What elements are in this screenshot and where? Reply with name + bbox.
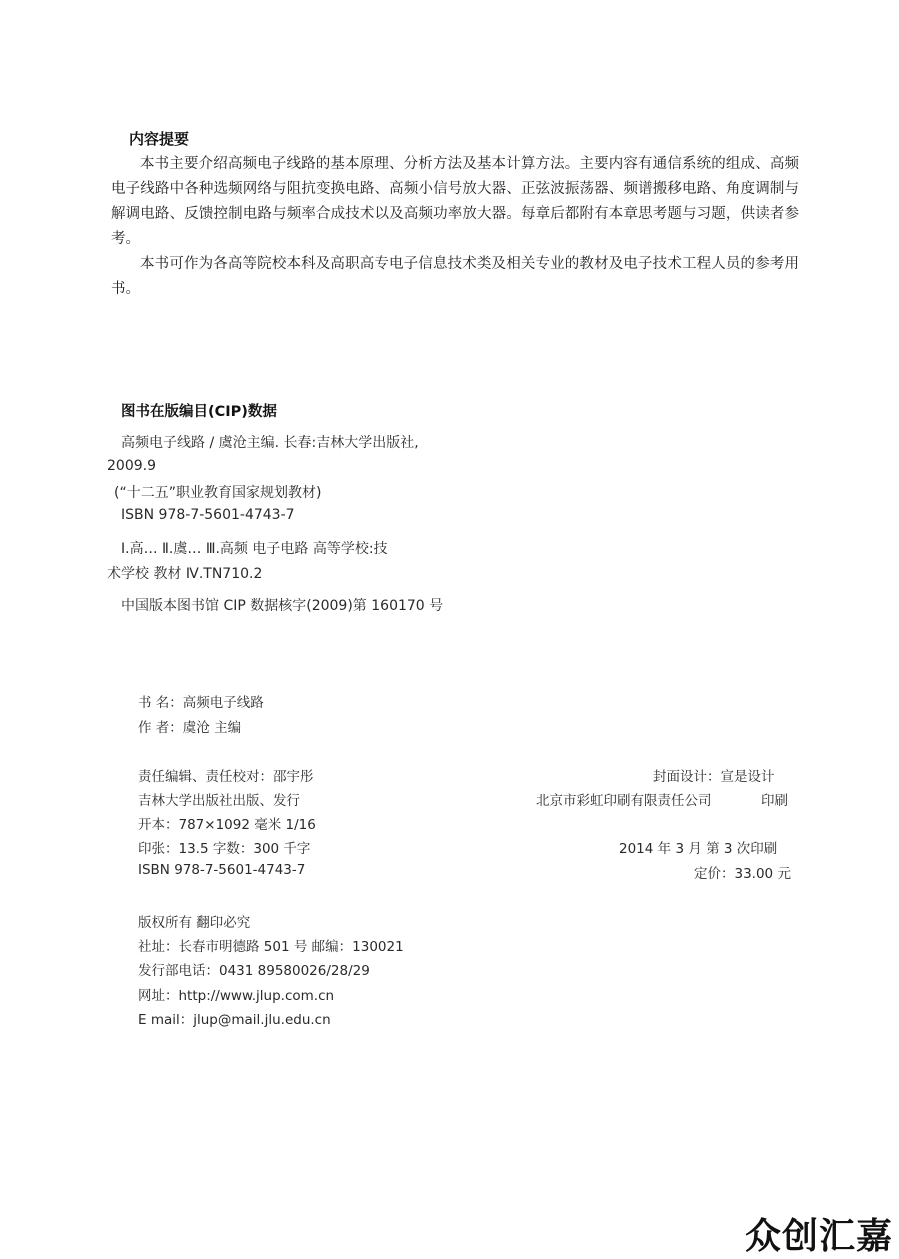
cip-line-2: 2009.9 [107,458,156,474]
website-info: 网址：http://www.jlup.com.cn [138,988,335,1004]
printer-name: 北京市彩虹印刷有限责任公司 [536,793,712,809]
cip-line-3: (“十二五”职业教育国家规划教材) [114,485,322,501]
address-info: 社址：长春市明德路 501 号 邮编：130021 [138,939,404,955]
print-date: 2014 年 3 月 第 3 次印刷 [619,841,778,857]
cover-design: 封面设计：宣是设计 [653,769,775,785]
cip-line-4: ISBN 978-7-5601-4743-7 [121,507,295,523]
watermark-logo: 众创汇嘉 [745,1216,894,1257]
sheets-info: 印张：13.5 字数：300 千字 [138,841,311,857]
summary-body [111,152,799,302]
summary-paragraph-2: 本书可作为各高等院校本科及高职高专电子信息技术类及相关专业的教材及电子技术工程人员的参考用书。 [111,256,799,297]
publisher-info: 吉林大学出版社出版、发行 [138,793,300,809]
editor-info: 责任编辑、责任校对：邵宇彤 [138,769,314,785]
isbn-info: ISBN 978-7-5601-4743-7 [138,862,306,878]
print-label: 印刷 [761,793,788,809]
cip-line-5: Ⅰ.高… Ⅱ.虞… Ⅲ.高频 电子电路 高等学校:技 [121,541,388,557]
rights-notice: 版权所有 翻印必究 [138,915,251,931]
cip-line-7: 中国版本图书馆 CIP 数据核字(2009)第 160170 号 [121,598,444,614]
cip-line-1: 高频电子线路 / 虞沧主编. 长春:吉林大学出版社, [121,435,419,451]
book-name: 书 名：高频电子线路 [138,695,264,711]
email-info: E mail：jlup@mail.jlu.edu.cn [138,1012,331,1028]
cip-title: 图书在版编目(CIP)数据 [121,404,277,420]
book-author: 作 者：虞沧 主编 [138,720,242,736]
summary-paragraph-1: 本书主要介绍高频电子线路的基本原理、分析方法及基本计算方法。主要内容有通信系统的组成、高频电子线路中各种选频网络与阻抗变换电路、高频小信号放大器、正弦波振荡器、频谱搬移电路、角度调制与解调电路、反馈控制电路与频率合成技术以及高频功率放大器。每章后都附有本章思考题与习题，供读者参考。 [111,156,799,247]
summary-title: 内容提要 [129,130,190,148]
format-info: 开本：787×1092 毫米 1/16 [138,817,316,833]
cip-line-6: 术学校 教材 Ⅳ.TN710.2 [107,566,263,582]
phone-info: 发行部电话：0431 89580026/28/29 [138,963,370,979]
price-info: 定价：33.00 元 [694,866,791,882]
